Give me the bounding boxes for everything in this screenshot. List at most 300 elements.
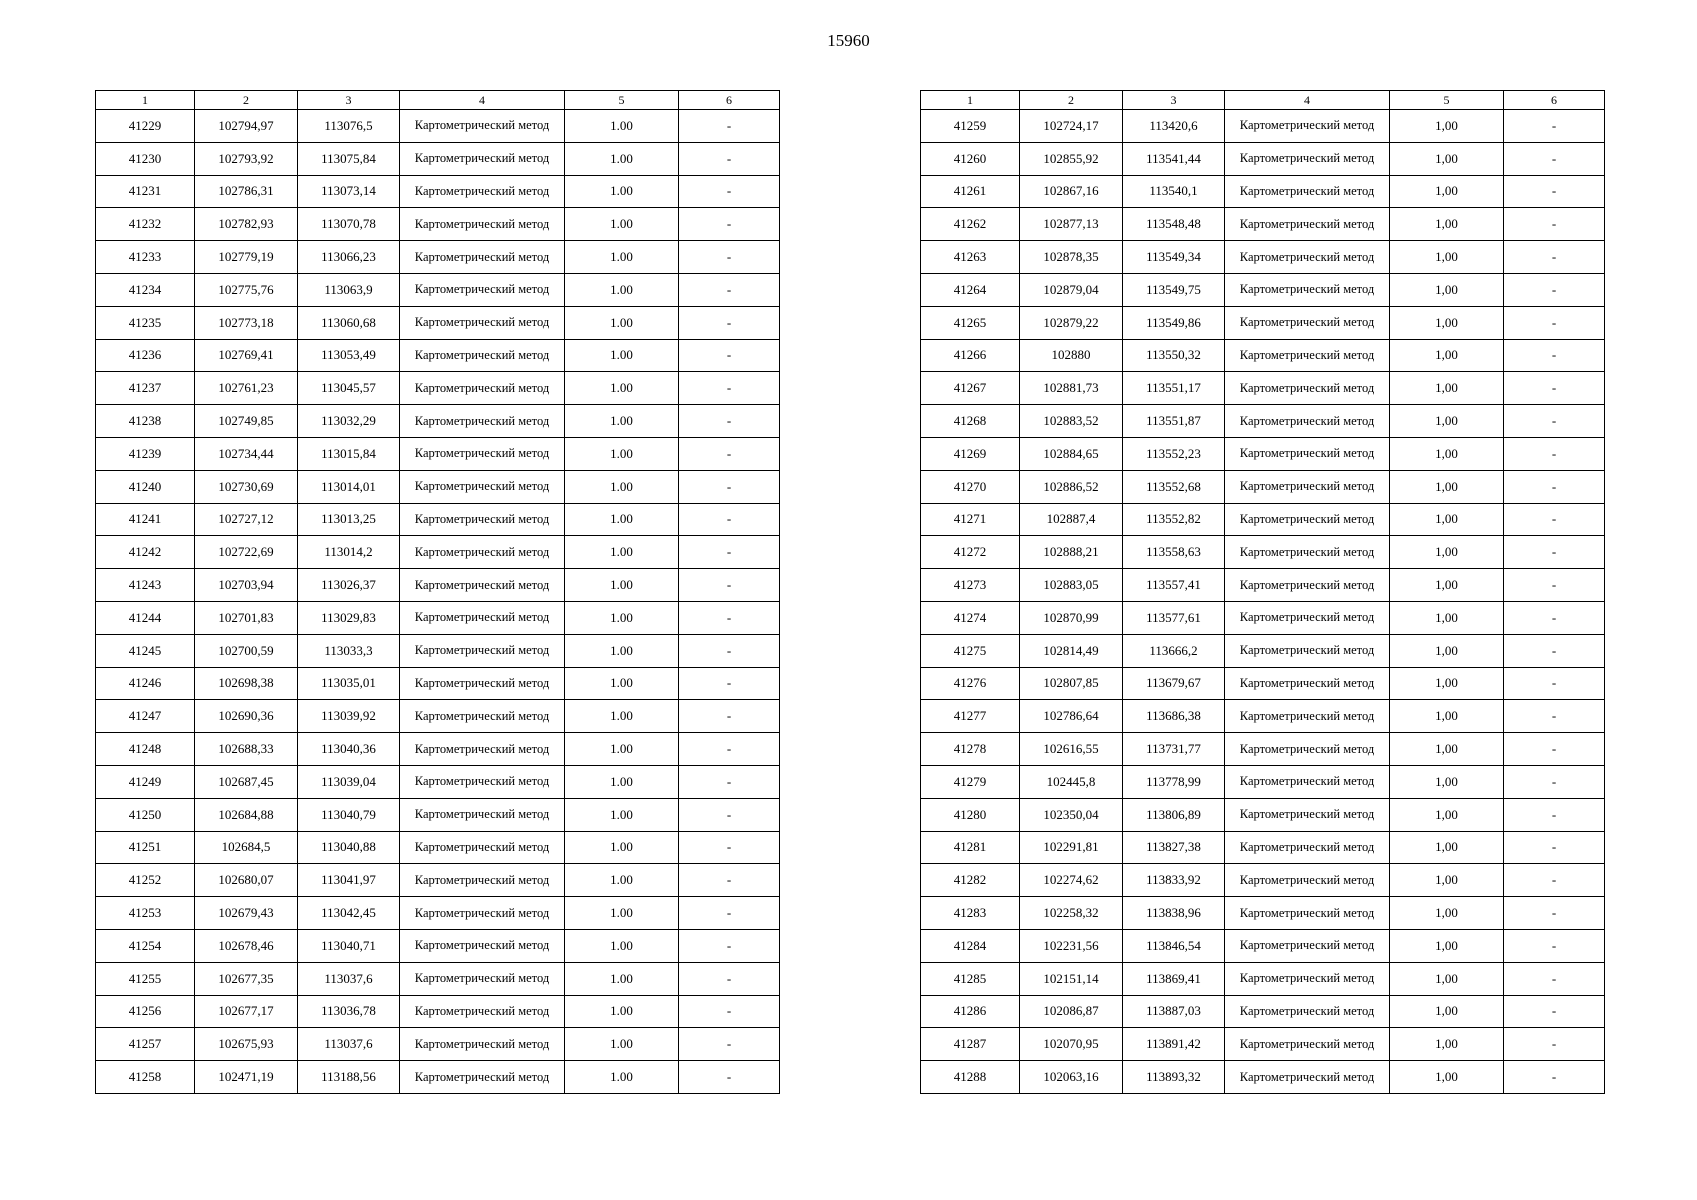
x-coordinate-cell: 102749,85 xyxy=(195,405,298,438)
table-row xyxy=(921,864,1605,897)
point-number-cell: 41282 xyxy=(921,864,1020,897)
table-row xyxy=(921,798,1605,831)
x-coordinate-cell: 102786,64 xyxy=(1020,700,1123,733)
point-number-cell: 41283 xyxy=(921,897,1020,930)
y-coordinate-cell: 113029,83 xyxy=(298,601,400,634)
column-header: 2 xyxy=(1020,91,1123,110)
method-cell: Картометрический метод xyxy=(400,175,565,208)
note-cell: - xyxy=(1504,700,1605,733)
table-row xyxy=(96,798,780,831)
x-coordinate-cell: 102687,45 xyxy=(195,765,298,798)
point-number-cell: 41259 xyxy=(921,110,1020,143)
point-number-cell: 41266 xyxy=(921,339,1020,372)
method-cell: Картометрический метод xyxy=(400,1028,565,1061)
note-cell: - xyxy=(679,765,780,798)
y-coordinate-cell: 113042,45 xyxy=(298,897,400,930)
table-row xyxy=(96,503,780,536)
note-cell: - xyxy=(1504,962,1605,995)
accuracy-cell: 1.00 xyxy=(565,995,679,1028)
table-row xyxy=(921,765,1605,798)
y-coordinate-cell: 113014,2 xyxy=(298,536,400,569)
x-coordinate-cell: 102814,49 xyxy=(1020,634,1123,667)
table-row xyxy=(921,962,1605,995)
note-cell: - xyxy=(679,864,780,897)
note-cell: - xyxy=(1504,405,1605,438)
method-cell: Картометрический метод xyxy=(1225,470,1390,503)
x-coordinate-cell: 102879,22 xyxy=(1020,306,1123,339)
method-cell: Картометрический метод xyxy=(1225,110,1390,143)
table-row xyxy=(96,437,780,470)
y-coordinate-cell: 113549,75 xyxy=(1123,273,1225,306)
method-cell: Картометрический метод xyxy=(400,405,565,438)
accuracy-cell: 1.00 xyxy=(565,208,679,241)
method-cell: Картометрический метод xyxy=(400,503,565,536)
method-cell: Картометрический метод xyxy=(400,995,565,1028)
method-cell: Картометрический метод xyxy=(400,142,565,175)
y-coordinate-cell: 113686,38 xyxy=(1123,700,1225,733)
note-cell: - xyxy=(679,897,780,930)
method-cell: Картометрический метод xyxy=(400,241,565,274)
method-cell: Картометрический метод xyxy=(1225,241,1390,274)
point-number-cell: 41245 xyxy=(96,634,195,667)
column-header: 4 xyxy=(1225,91,1390,110)
x-coordinate-cell: 102086,87 xyxy=(1020,995,1123,1028)
table-row xyxy=(921,831,1605,864)
note-cell: - xyxy=(1504,372,1605,405)
table-row xyxy=(96,897,780,930)
column-header: 4 xyxy=(400,91,565,110)
x-coordinate-cell: 102782,93 xyxy=(195,208,298,241)
x-coordinate-cell: 102350,04 xyxy=(1020,798,1123,831)
y-coordinate-cell: 113551,87 xyxy=(1123,405,1225,438)
y-coordinate-cell: 113041,97 xyxy=(298,864,400,897)
accuracy-cell: 1,00 xyxy=(1390,1028,1504,1061)
x-coordinate-cell: 102700,59 xyxy=(195,634,298,667)
y-coordinate-cell: 113548,48 xyxy=(1123,208,1225,241)
table-row xyxy=(921,667,1605,700)
note-cell: - xyxy=(1504,1028,1605,1061)
table-row xyxy=(921,372,1605,405)
table-row xyxy=(921,929,1605,962)
table-row xyxy=(921,273,1605,306)
note-cell: - xyxy=(679,339,780,372)
x-coordinate-cell: 102775,76 xyxy=(195,273,298,306)
accuracy-cell: 1,00 xyxy=(1390,569,1504,602)
point-number-cell: 41272 xyxy=(921,536,1020,569)
note-cell: - xyxy=(679,929,780,962)
point-number-cell: 41253 xyxy=(96,897,195,930)
accuracy-cell: 1,00 xyxy=(1390,208,1504,241)
point-number-cell: 41232 xyxy=(96,208,195,241)
x-coordinate-cell: 102616,55 xyxy=(1020,733,1123,766)
accuracy-cell: 1,00 xyxy=(1390,864,1504,897)
table-row xyxy=(96,241,780,274)
x-coordinate-cell: 102070,95 xyxy=(1020,1028,1123,1061)
x-coordinate-cell: 102887,4 xyxy=(1020,503,1123,536)
x-coordinate-cell: 102698,38 xyxy=(195,667,298,700)
accuracy-cell: 1,00 xyxy=(1390,700,1504,733)
y-coordinate-cell: 113063,9 xyxy=(298,273,400,306)
note-cell: - xyxy=(1504,306,1605,339)
method-cell: Картометрический метод xyxy=(400,667,565,700)
y-coordinate-cell: 113540,1 xyxy=(1123,175,1225,208)
point-number-cell: 41240 xyxy=(96,470,195,503)
point-number-cell: 41256 xyxy=(96,995,195,1028)
table-body xyxy=(96,110,780,1094)
x-coordinate-cell: 102703,94 xyxy=(195,569,298,602)
table-row xyxy=(921,536,1605,569)
table-row xyxy=(96,569,780,602)
point-number-cell: 41251 xyxy=(96,831,195,864)
x-coordinate-cell: 102877,13 xyxy=(1020,208,1123,241)
x-coordinate-cell: 102684,88 xyxy=(195,798,298,831)
method-cell: Картометрический метод xyxy=(400,273,565,306)
x-coordinate-cell: 102722,69 xyxy=(195,536,298,569)
method-cell: Картометрический метод xyxy=(1225,733,1390,766)
y-coordinate-cell: 113013,25 xyxy=(298,503,400,536)
y-coordinate-cell: 113037,6 xyxy=(298,1028,400,1061)
point-number-cell: 41286 xyxy=(921,995,1020,1028)
x-coordinate-cell: 102769,41 xyxy=(195,339,298,372)
table-row xyxy=(921,601,1605,634)
accuracy-cell: 1.00 xyxy=(565,929,679,962)
y-coordinate-cell: 113869,41 xyxy=(1123,962,1225,995)
accuracy-cell: 1.00 xyxy=(565,142,679,175)
x-coordinate-cell: 102678,46 xyxy=(195,929,298,962)
note-cell: - xyxy=(1504,503,1605,536)
point-number-cell: 41254 xyxy=(96,929,195,962)
note-cell: - xyxy=(1504,208,1605,241)
accuracy-cell: 1,00 xyxy=(1390,995,1504,1028)
point-number-cell: 41237 xyxy=(96,372,195,405)
column-header: 5 xyxy=(1390,91,1504,110)
method-cell: Картометрический метод xyxy=(400,798,565,831)
table-row xyxy=(921,208,1605,241)
x-coordinate-cell: 102779,19 xyxy=(195,241,298,274)
x-coordinate-cell: 102677,17 xyxy=(195,995,298,1028)
y-coordinate-cell: 113557,41 xyxy=(1123,569,1225,602)
table-row xyxy=(921,405,1605,438)
accuracy-cell: 1,00 xyxy=(1390,306,1504,339)
accuracy-cell: 1.00 xyxy=(565,241,679,274)
note-cell: - xyxy=(679,536,780,569)
accuracy-cell: 1,00 xyxy=(1390,405,1504,438)
accuracy-cell: 1.00 xyxy=(565,273,679,306)
table-row xyxy=(921,700,1605,733)
table-row xyxy=(921,503,1605,536)
note-cell: - xyxy=(679,273,780,306)
accuracy-cell: 1.00 xyxy=(565,372,679,405)
x-coordinate-cell: 102761,23 xyxy=(195,372,298,405)
point-number-cell: 41271 xyxy=(921,503,1020,536)
method-cell: Картометрический метод xyxy=(400,306,565,339)
point-number-cell: 41264 xyxy=(921,273,1020,306)
table-row xyxy=(921,175,1605,208)
table-body xyxy=(921,110,1605,1094)
note-cell: - xyxy=(679,1061,780,1094)
y-coordinate-cell: 113846,54 xyxy=(1123,929,1225,962)
point-number-cell: 41234 xyxy=(96,273,195,306)
x-coordinate-cell: 102881,73 xyxy=(1020,372,1123,405)
x-coordinate-cell: 102883,05 xyxy=(1020,569,1123,602)
table-row xyxy=(921,470,1605,503)
method-cell: Картометрический метод xyxy=(1225,667,1390,700)
note-cell: - xyxy=(679,1028,780,1061)
y-coordinate-cell: 113778,99 xyxy=(1123,765,1225,798)
note-cell: - xyxy=(679,470,780,503)
x-coordinate-cell: 102445,8 xyxy=(1020,765,1123,798)
accuracy-cell: 1,00 xyxy=(1390,175,1504,208)
x-coordinate-cell: 102151,14 xyxy=(1020,962,1123,995)
method-cell: Картометрический метод xyxy=(1225,437,1390,470)
table-row xyxy=(921,339,1605,372)
accuracy-cell: 1,00 xyxy=(1390,831,1504,864)
method-cell: Картометрический метод xyxy=(400,110,565,143)
note-cell: - xyxy=(1504,864,1605,897)
accuracy-cell: 1.00 xyxy=(565,831,679,864)
point-number-cell: 41260 xyxy=(921,142,1020,175)
accuracy-cell: 1,00 xyxy=(1390,241,1504,274)
table-row xyxy=(96,1028,780,1061)
point-number-cell: 41244 xyxy=(96,601,195,634)
method-cell: Картометрический метод xyxy=(1225,765,1390,798)
table-row xyxy=(921,241,1605,274)
note-cell: - xyxy=(679,634,780,667)
point-number-cell: 41248 xyxy=(96,733,195,766)
y-coordinate-cell: 113039,92 xyxy=(298,700,400,733)
y-coordinate-cell: 113037,6 xyxy=(298,962,400,995)
point-number-cell: 41269 xyxy=(921,437,1020,470)
y-coordinate-cell: 113552,68 xyxy=(1123,470,1225,503)
point-number-cell: 41277 xyxy=(921,700,1020,733)
method-cell: Картометрический метод xyxy=(1225,962,1390,995)
table-row xyxy=(96,372,780,405)
accuracy-cell: 1.00 xyxy=(565,110,679,143)
point-number-cell: 41273 xyxy=(921,569,1020,602)
method-cell: Картометрический метод xyxy=(400,733,565,766)
accuracy-cell: 1,00 xyxy=(1390,1061,1504,1094)
method-cell: Картометрический метод xyxy=(1225,601,1390,634)
method-cell: Картометрический метод xyxy=(400,601,565,634)
accuracy-cell: 1,00 xyxy=(1390,536,1504,569)
method-cell: Картометрический метод xyxy=(400,1061,565,1094)
note-cell: - xyxy=(1504,569,1605,602)
method-cell: Картометрический метод xyxy=(1225,536,1390,569)
table-row xyxy=(96,208,780,241)
method-cell: Картометрический метод xyxy=(1225,569,1390,602)
point-number-cell: 41262 xyxy=(921,208,1020,241)
table-row xyxy=(96,470,780,503)
method-cell: Картометрический метод xyxy=(400,372,565,405)
table-row xyxy=(96,175,780,208)
note-cell: - xyxy=(679,831,780,864)
note-cell: - xyxy=(1504,995,1605,1028)
point-number-cell: 41238 xyxy=(96,405,195,438)
table-row xyxy=(921,995,1605,1028)
method-cell: Картометрический метод xyxy=(400,208,565,241)
method-cell: Картометрический метод xyxy=(400,897,565,930)
note-cell: - xyxy=(679,733,780,766)
y-coordinate-cell: 113066,23 xyxy=(298,241,400,274)
point-number-cell: 41276 xyxy=(921,667,1020,700)
note-cell: - xyxy=(1504,667,1605,700)
coordinates-table-left xyxy=(95,90,780,1094)
y-coordinate-cell: 113893,32 xyxy=(1123,1061,1225,1094)
note-cell: - xyxy=(1504,601,1605,634)
x-coordinate-cell: 102724,17 xyxy=(1020,110,1123,143)
accuracy-cell: 1.00 xyxy=(565,405,679,438)
note-cell: - xyxy=(679,372,780,405)
x-coordinate-cell: 102786,31 xyxy=(195,175,298,208)
accuracy-cell: 1,00 xyxy=(1390,634,1504,667)
x-coordinate-cell: 102679,43 xyxy=(195,897,298,930)
x-coordinate-cell: 102730,69 xyxy=(195,470,298,503)
accuracy-cell: 1,00 xyxy=(1390,667,1504,700)
column-header: 3 xyxy=(298,91,400,110)
y-coordinate-cell: 113032,29 xyxy=(298,405,400,438)
note-cell: - xyxy=(1504,142,1605,175)
accuracy-cell: 1.00 xyxy=(565,437,679,470)
accuracy-cell: 1.00 xyxy=(565,864,679,897)
note-cell: - xyxy=(1504,339,1605,372)
x-coordinate-cell: 102063,16 xyxy=(1020,1061,1123,1094)
point-number-cell: 41267 xyxy=(921,372,1020,405)
coordinates-table-right xyxy=(920,90,1605,1094)
x-coordinate-cell: 102701,83 xyxy=(195,601,298,634)
point-number-cell: 41229 xyxy=(96,110,195,143)
y-coordinate-cell: 113887,03 xyxy=(1123,995,1225,1028)
point-number-cell: 41239 xyxy=(96,437,195,470)
accuracy-cell: 1.00 xyxy=(565,798,679,831)
table-row xyxy=(96,700,780,733)
method-cell: Картометрический метод xyxy=(400,929,565,962)
table-row xyxy=(96,273,780,306)
accuracy-cell: 1,00 xyxy=(1390,929,1504,962)
point-number-cell: 41250 xyxy=(96,798,195,831)
y-coordinate-cell: 113039,04 xyxy=(298,765,400,798)
method-cell: Картометрический метод xyxy=(1225,831,1390,864)
y-coordinate-cell: 113070,78 xyxy=(298,208,400,241)
table-row xyxy=(96,536,780,569)
y-coordinate-cell: 113040,88 xyxy=(298,831,400,864)
point-number-cell: 41279 xyxy=(921,765,1020,798)
table-row xyxy=(96,667,780,700)
method-cell: Картометрический метод xyxy=(1225,897,1390,930)
table-row xyxy=(96,962,780,995)
y-coordinate-cell: 113833,92 xyxy=(1123,864,1225,897)
method-cell: Картометрический метод xyxy=(1225,208,1390,241)
table-row xyxy=(96,733,780,766)
accuracy-cell: 1,00 xyxy=(1390,765,1504,798)
point-number-cell: 41280 xyxy=(921,798,1020,831)
accuracy-cell: 1.00 xyxy=(565,1061,679,1094)
accuracy-cell: 1,00 xyxy=(1390,733,1504,766)
note-cell: - xyxy=(1504,929,1605,962)
method-cell: Картометрический метод xyxy=(1225,306,1390,339)
accuracy-cell: 1.00 xyxy=(565,536,679,569)
accuracy-cell: 1.00 xyxy=(565,733,679,766)
method-cell: Картометрический метод xyxy=(400,569,565,602)
point-number-cell: 41268 xyxy=(921,405,1020,438)
method-cell: Картометрический метод xyxy=(400,962,565,995)
method-cell: Картометрический метод xyxy=(1225,339,1390,372)
note-cell: - xyxy=(1504,765,1605,798)
point-number-cell: 41288 xyxy=(921,1061,1020,1094)
accuracy-cell: 1,00 xyxy=(1390,142,1504,175)
point-number-cell: 41247 xyxy=(96,700,195,733)
x-coordinate-cell: 102734,44 xyxy=(195,437,298,470)
table-row xyxy=(921,1061,1605,1094)
y-coordinate-cell: 113036,78 xyxy=(298,995,400,1028)
method-cell: Картометрический метод xyxy=(1225,142,1390,175)
header-row xyxy=(921,91,1605,110)
note-cell: - xyxy=(1504,470,1605,503)
y-coordinate-cell: 113549,34 xyxy=(1123,241,1225,274)
accuracy-cell: 1.00 xyxy=(565,1028,679,1061)
accuracy-cell: 1.00 xyxy=(565,339,679,372)
note-cell: - xyxy=(1504,437,1605,470)
accuracy-cell: 1,00 xyxy=(1390,372,1504,405)
method-cell: Картометрический метод xyxy=(400,864,565,897)
note-cell: - xyxy=(679,241,780,274)
table-row xyxy=(96,306,780,339)
x-coordinate-cell: 102258,32 xyxy=(1020,897,1123,930)
accuracy-cell: 1,00 xyxy=(1390,273,1504,306)
x-coordinate-cell: 102274,62 xyxy=(1020,864,1123,897)
point-number-cell: 41230 xyxy=(96,142,195,175)
y-coordinate-cell: 113679,67 xyxy=(1123,667,1225,700)
y-coordinate-cell: 113045,57 xyxy=(298,372,400,405)
table-row xyxy=(921,634,1605,667)
point-number-cell: 41284 xyxy=(921,929,1020,962)
method-cell: Картометрический метод xyxy=(1225,995,1390,1028)
accuracy-cell: 1.00 xyxy=(565,470,679,503)
note-cell: - xyxy=(679,175,780,208)
method-cell: Картометрический метод xyxy=(1225,503,1390,536)
method-cell: Картометрический метод xyxy=(1225,1061,1390,1094)
note-cell: - xyxy=(679,667,780,700)
point-number-cell: 41246 xyxy=(96,667,195,700)
x-coordinate-cell: 102680,07 xyxy=(195,864,298,897)
table-row xyxy=(96,929,780,962)
x-coordinate-cell: 102688,33 xyxy=(195,733,298,766)
note-cell: - xyxy=(1504,536,1605,569)
y-coordinate-cell: 113666,2 xyxy=(1123,634,1225,667)
point-number-cell: 41255 xyxy=(96,962,195,995)
y-coordinate-cell: 113577,61 xyxy=(1123,601,1225,634)
x-coordinate-cell: 102867,16 xyxy=(1020,175,1123,208)
note-cell: - xyxy=(679,142,780,175)
y-coordinate-cell: 113420,6 xyxy=(1123,110,1225,143)
x-coordinate-cell: 102884,65 xyxy=(1020,437,1123,470)
column-header: 6 xyxy=(679,91,780,110)
method-cell: Картометрический метод xyxy=(1225,1028,1390,1061)
accuracy-cell: 1,00 xyxy=(1390,601,1504,634)
accuracy-cell: 1.00 xyxy=(565,569,679,602)
method-cell: Картометрический метод xyxy=(400,437,565,470)
accuracy-cell: 1.00 xyxy=(565,306,679,339)
accuracy-cell: 1,00 xyxy=(1390,897,1504,930)
y-coordinate-cell: 113541,44 xyxy=(1123,142,1225,175)
x-coordinate-cell: 102878,35 xyxy=(1020,241,1123,274)
y-coordinate-cell: 113731,77 xyxy=(1123,733,1225,766)
point-number-cell: 41258 xyxy=(96,1061,195,1094)
table-row xyxy=(96,405,780,438)
y-coordinate-cell: 113026,37 xyxy=(298,569,400,602)
point-number-cell: 41231 xyxy=(96,175,195,208)
y-coordinate-cell: 113550,32 xyxy=(1123,339,1225,372)
accuracy-cell: 1,00 xyxy=(1390,798,1504,831)
